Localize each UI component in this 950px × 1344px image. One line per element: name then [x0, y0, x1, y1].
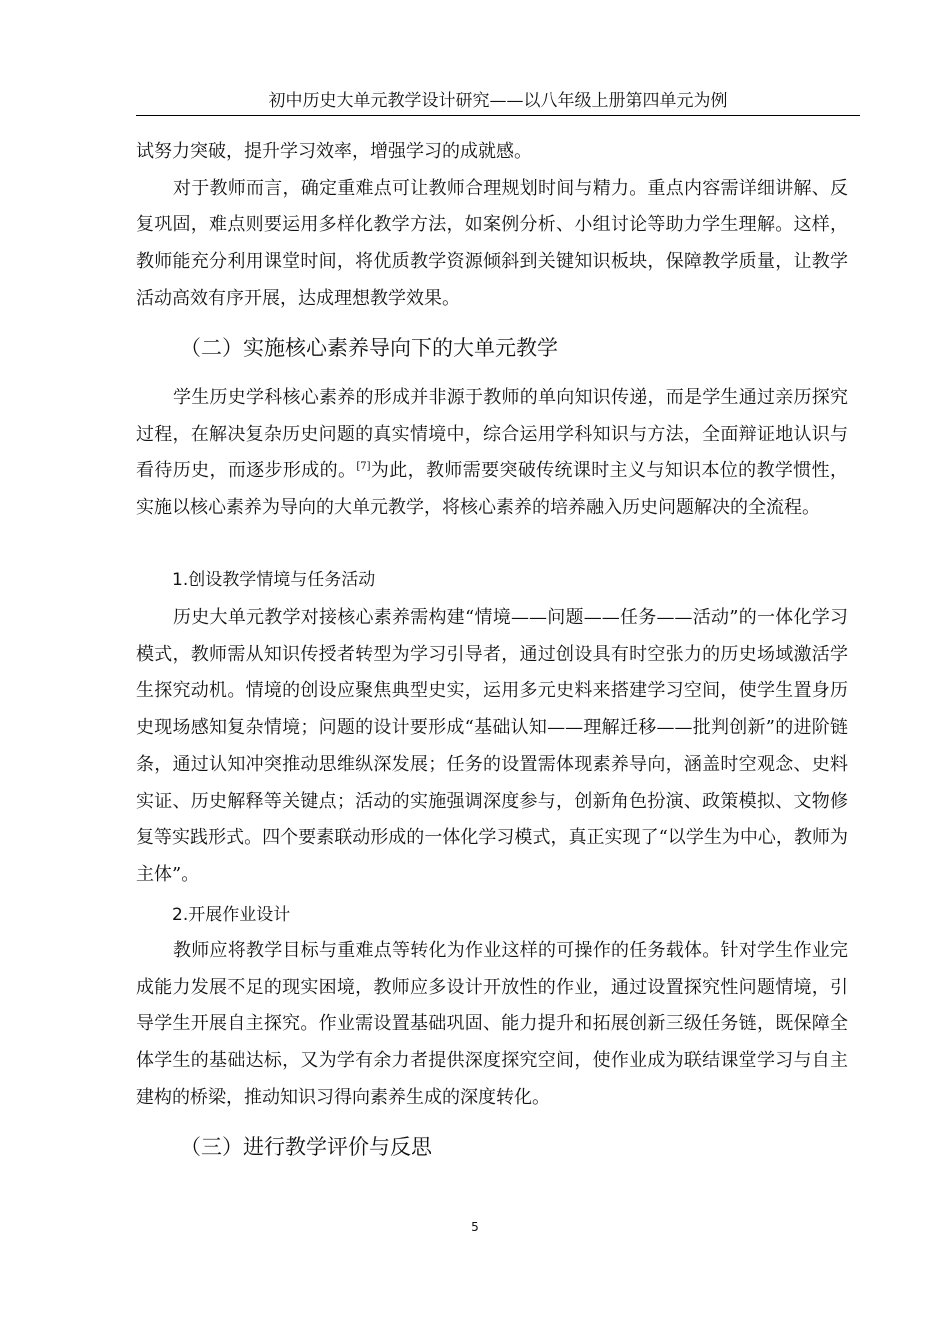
text-block-3 [136, 600, 848, 894]
header-rule [136, 115, 860, 116]
page-number: 5 [471, 1220, 479, 1234]
paragraph-teacher-focus: 对于教师而言，确定重难点可让教师合理规划时间与精力。重点内容需详细讲解、反复巩固，难点则要运用多样化教学方法，如案例分析、小组讨论等助力学生理解。这样，教师能充分利用课堂时间，将优质教学资源倾斜到关键知识板块，保障教学质量，让教学活动高效有序开展，达成理想教学效果。 [136, 177, 848, 309]
subsection-heading-1: 1.创设教学情境与任务活动 [172, 570, 376, 590]
text-block-1 [136, 134, 848, 318]
text-block-2 [136, 380, 848, 527]
subsection-heading-2: 2.开展作业设计 [172, 905, 291, 925]
paragraph-homework-design: 教师应将教学目标与重难点等转化为作业这样的可操作的任务载体。针对学生作业完成能力发展不足的现实困境，教师应多设计开放性的作业，通过设置探究性问题情境，引导学生开展自主探究。作业需设置基础巩固、能力提升和拓展创新三级任务链，既保障全体学生的基础达标，又为学有余力者提供深度探究空间，使作业成为联结课堂学习与自主建构的桥梁，推动知识习得向素养生成的深度转化。 [136, 940, 848, 1108]
paragraph-core-literacy-before: 学生历史学科核心素养的形成并非源于教师的单向知识传递，而是学生通过亲历探究过程，在解决复杂历史问题的真实情境中，综合运用学科知识与方法，全面辩证地认识与看待历史，而逐步形成的。 [136, 387, 848, 482]
paragraph-core-literacy-after: 为此，教师需要突破传统课时主义与知识本位的教学惯性，实施以核心素养为导向的大单元教学，将核心素养的培养融入历史问题解决的全流程。 [136, 460, 849, 519]
running-header: 初中历史大单元教学设计研究——以八年级上册第四单元为例 [268, 91, 728, 111]
paragraph-situation-tasks: 历史大单元教学对接核心素养需构建“情境——问题——任务——活动”的一体化学习模式，教师需从知识传授者转型为学习引导者，通过创设具有时空张力的历史场域激活学生探究动机。情境的创设应聚焦典型史实，运用多元史料来搭建学习空间，使学生置身历史现场感知复杂情境；问题的设计要形成“基础认知——理解迁移——批判创新”的进阶链条，通过认知冲突推动思维纵深发展；任务的设置需体现素养导向，涵盖时空观念、史料实证、历史解释等关键点；活动的实施强调深度参与，创新角色扮演、政策模拟、文物修复等实践形式。四个要素联动形成的一体化学习模式，真正实现了“以学生为中心，教师为主体”。 [136, 607, 848, 885]
continuation-paragraph: 试努力突破，提升学习效率，增强学习的成就感。 [136, 141, 532, 162]
text-block-4 [136, 933, 848, 1117]
section-heading-3: （三）进行教学评价与反思 [180, 1135, 432, 1159]
citation-mark: [7] [356, 461, 371, 473]
section-heading-2: （二）实施核心素养导向下的大单元教学 [180, 336, 558, 360]
paragraph-core-literacy [136, 380, 848, 527]
